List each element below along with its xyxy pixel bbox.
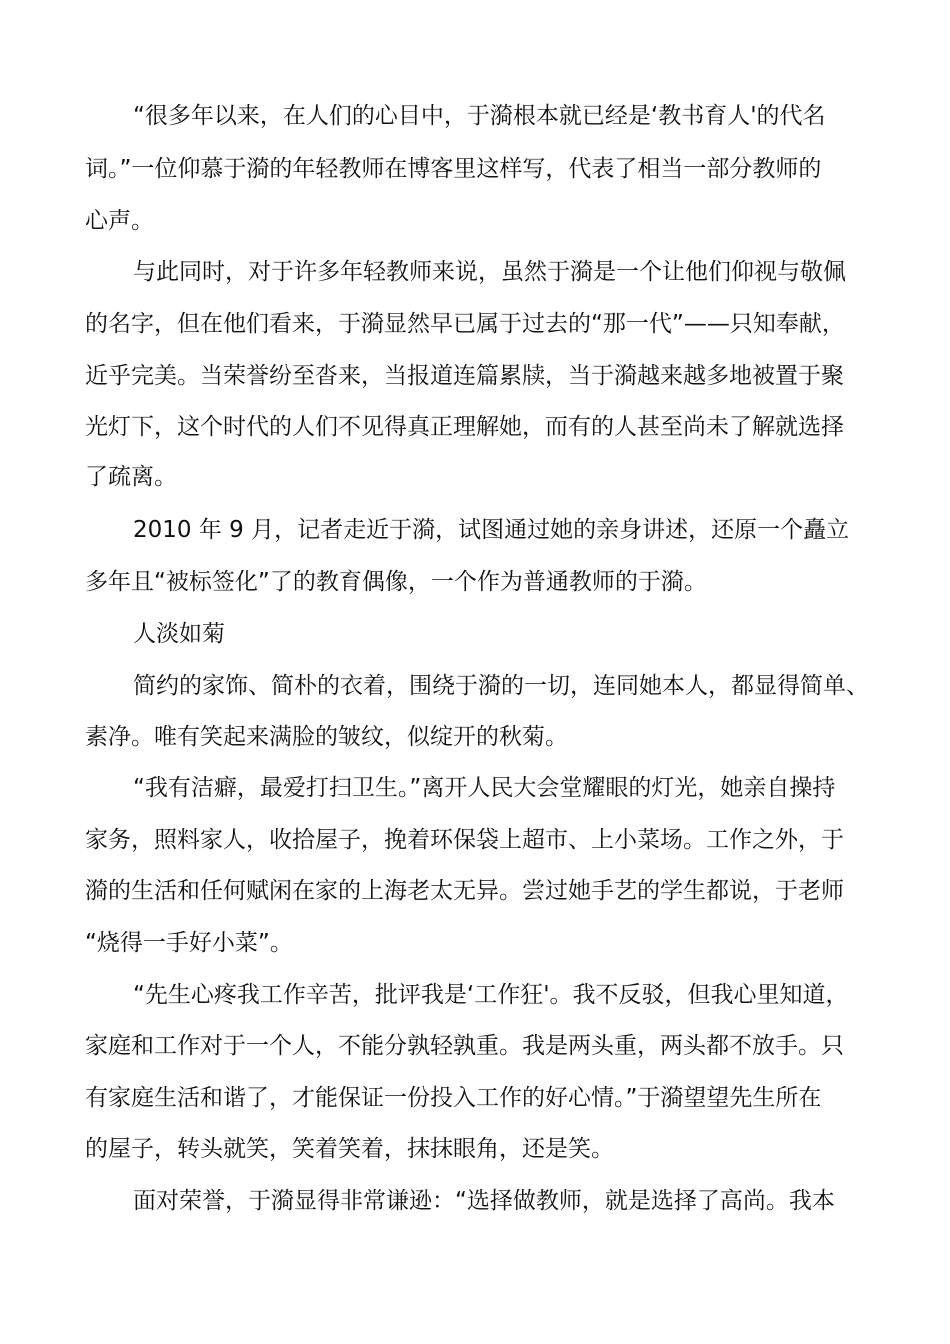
paragraph-2-line-2: 的名字，但在他们看来，于漪显然早已属于过去的“那一代”——只知奉献， <box>85 311 845 337</box>
paragraph-6-line-2: 家务，照料家人，收拾屋子，挽着环保袋上超市、上小菜场。工作之外，于 <box>85 827 844 853</box>
paragraph-1-line-3: 心声。 <box>85 208 154 234</box>
paragraph-6-line-4: “烧得一手好小菜”。 <box>85 930 293 956</box>
paragraph-1-line-1: “很多年以来，在人们的心目中，于漪根本就已经是‘教书育人'的代名 <box>133 103 826 129</box>
paragraph-7-line-1: “先生心疼我工作辛苦，批评我是‘工作狂'。我不反驳，但我心里知道， <box>133 982 849 1008</box>
paragraph-2-line-4: 光灯下，这个时代的人们不见得真正理解她，而有的人甚至尚未了解就选择 <box>85 414 844 440</box>
paragraph-3-line-2: 多年且“被标签化”了的教育偶像，一个作为普通教师的于漪。 <box>85 569 707 595</box>
paragraph-7-line-4: 的屋子，转头就笑，笑着笑着，抹抹眼角，还是笑。 <box>85 1136 614 1162</box>
paragraph-1-line-2: 词。”一位仰慕于漪的年轻教师在博客里这样写，代表了相当一部分教师的 <box>85 156 822 182</box>
paragraph-6-line-3: 漪的生活和任何赋闲在家的上海老太无异。尝过她手艺的学生都说，于老师 <box>85 878 844 904</box>
paragraph-7-line-2: 家庭和工作对于一个人，不能分孰轻孰重。我是两头重，两头都不放手。只 <box>85 1033 844 1059</box>
paragraph-8-line-1: 面对荣誉，于漪显得非常谦逊：“选择做教师，就是选择了高尚。我本 <box>133 1188 835 1214</box>
paragraph-5-line-1: 简约的家饰、简朴的衣着，围绕于漪的一切，连同她本人，都显得简单、 <box>133 673 869 699</box>
paragraph-5-line-2: 素净。唯有笑起来满脸的皱纹，似绽开的秋菊。 <box>85 724 568 750</box>
paragraph-6-line-1: “我有洁癖，最爱打扫卫生。”离开人民大会堂耀眼的灯光，她亲自操持 <box>133 775 836 801</box>
paragraph-2-line-3: 近乎完美。当荣誉纷至沓来，当报道连篇累牍，当于漪越来越多地被置于聚 <box>85 363 844 389</box>
paragraph-2-line-5: 了疏离。 <box>85 464 177 490</box>
paragraph-3-line-1: 2010 年 9 月，记者走近于漪，试图通过她的亲身讲述，还原一个矗立 <box>133 517 850 543</box>
paragraph-7-line-3: 有家庭生活和谐了，才能保证一份投入工作的好心情。”于漪望望先生所在 <box>85 1085 822 1111</box>
paragraph-2-line-1: 与此同时，对于许多年轻教师来说，虽然于漪是一个让他们仰视与敬佩 <box>133 259 846 285</box>
section-heading: 人淡如菊 <box>133 621 225 647</box>
